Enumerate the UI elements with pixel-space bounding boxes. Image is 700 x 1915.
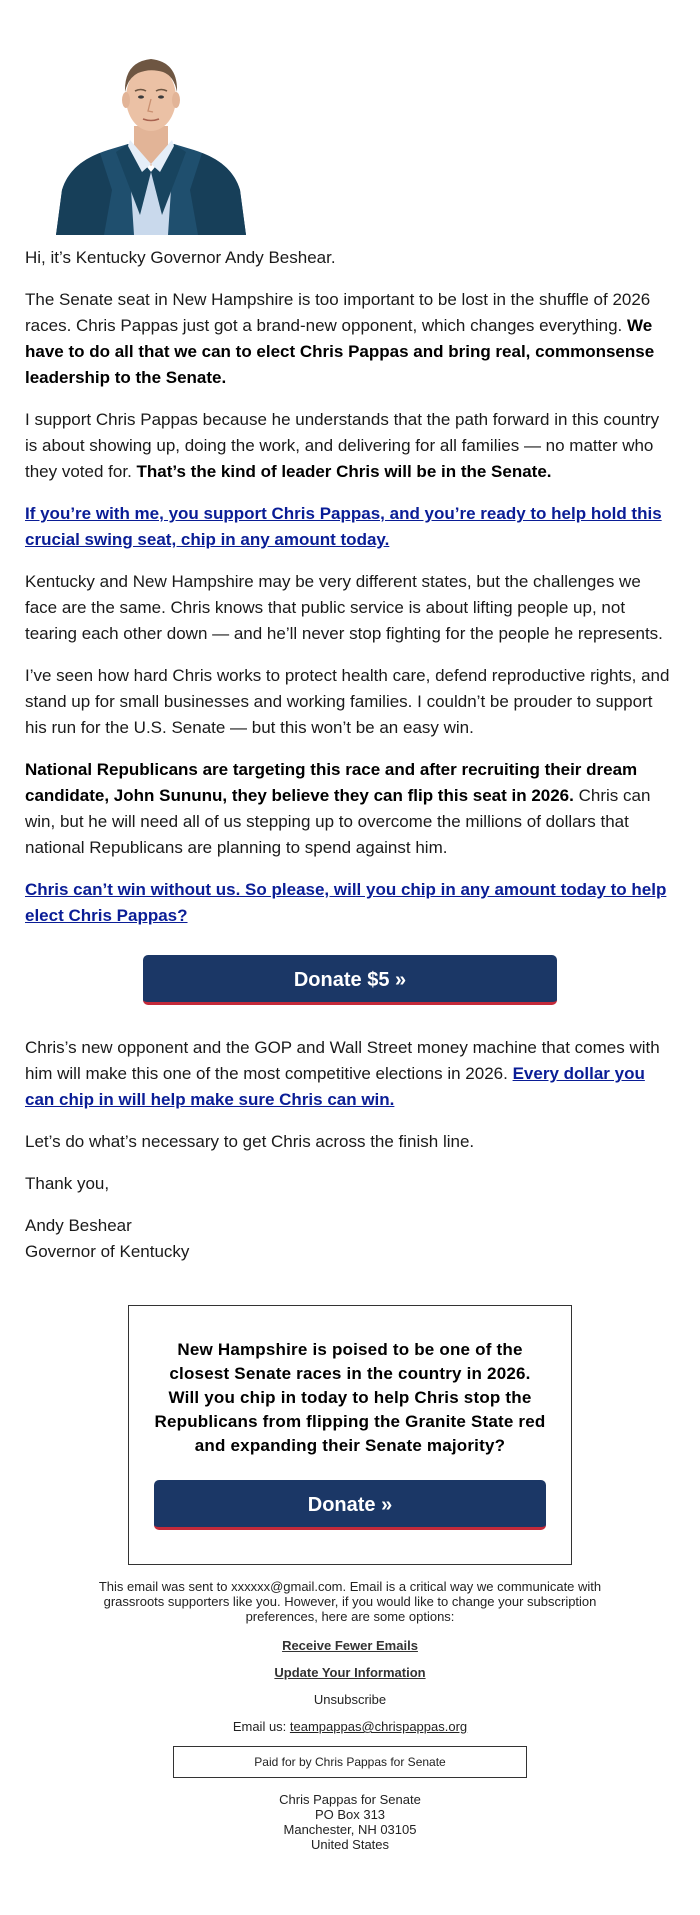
signature-name: Andy Beshear bbox=[25, 1216, 132, 1235]
paid-for-box bbox=[173, 1746, 527, 1778]
appeal-box-text: New Hampshire is poised to be one of the closest Senate races in the country in 2026. Will you chip in today to help Chris stop the Republicans from flipping the Granite State red and expanding their Senate majority? bbox=[154, 1340, 546, 1455]
footer-intro: This email was sent to xxxxxx@gmail.com. Email is a critical way we communicate with grassroots supporters like you. However, if you would like to change your subscription preferences, here are some options: bbox=[98, 1579, 602, 1624]
paragraph-5-text: Chris can win, but he will need all of us stepping up to overcome the millions of dollars that national Republicans are planning to spend against him. bbox=[25, 786, 651, 857]
address-line-3: Manchester, NH 03105 bbox=[283, 1822, 417, 1837]
paragraph-3 bbox=[25, 569, 675, 647]
chip-in-link-1[interactable]: If you’re with me, you support Chris Pappas, and you’re ready to help hold this crucial swing seat, chip in any amount today. bbox=[25, 504, 662, 549]
mailing-address bbox=[25, 1792, 675, 1852]
paragraph-3-text: Kentucky and New Hampshire may be very different states, but the challenges we face are the same. Chris knows that public service is about lifting people up, not tearing each other down — and he’ll never stop fighting for the people he represents. bbox=[25, 572, 663, 643]
greeting bbox=[25, 245, 675, 271]
chip-in-link-3[interactable]: Every dollar you can chip in will help make sure Chris can win. bbox=[25, 1064, 645, 1109]
paragraph-2-bold: That’s the kind of leader Chris will be in the Senate. bbox=[136, 462, 552, 481]
signature bbox=[25, 1213, 675, 1265]
paragraph-1-text: The Senate seat in New Hampshire is too important to be lost in the shuffle of 2026 races. Chris Pappas just got a brand-new opponent, which changes everything. bbox=[25, 290, 651, 335]
paragraph-5 bbox=[25, 757, 675, 861]
chip-in-link-2[interactable]: Chris can’t win without us. So please, will you chip in any amount today to help elect Chris Pappas? bbox=[25, 880, 667, 925]
paragraph-7-text: Let’s do what’s necessary to get Chris across the finish line. bbox=[25, 1132, 475, 1151]
address-line-1: Chris Pappas for Senate bbox=[279, 1792, 421, 1807]
cta-paragraph-1 bbox=[25, 501, 675, 553]
paragraph-4 bbox=[25, 663, 675, 741]
donate-5-row bbox=[25, 955, 675, 1005]
greeting-text: Hi, it’s Kentucky Governor Andy Beshear. bbox=[25, 248, 336, 267]
cta-paragraph-2 bbox=[25, 877, 675, 929]
donate-5-button[interactable]: Donate $5 » bbox=[143, 955, 557, 1005]
paragraph-1 bbox=[25, 287, 675, 391]
paragraph-8 bbox=[25, 1171, 675, 1197]
paragraph-7 bbox=[25, 1129, 675, 1155]
paragraph-4-text: I’ve seen how hard Chris works to protect health care, defend reproductive rights, and stand up for small businesses and working families. I couldn’t be prouder to support his run for the U.S. Senate — but this won’t be an easy win. bbox=[25, 666, 670, 737]
unsubscribe-link[interactable]: Unsubscribe bbox=[313, 1692, 387, 1707]
update-information-link[interactable]: Update Your Information bbox=[274, 1665, 426, 1680]
paragraph-2-text: I support Chris Pappas because he understands that the path forward in this country is about showing up, doing the work, and delivering for all families — no matter who they voted for. bbox=[25, 410, 660, 481]
paragraph-2 bbox=[25, 407, 675, 485]
portrait-image bbox=[50, 40, 252, 235]
footer bbox=[25, 1565, 675, 1852]
receive-fewer-emails-link[interactable]: Receive Fewer Emails bbox=[282, 1638, 418, 1653]
address-line-2: PO Box 313 bbox=[314, 1807, 386, 1822]
paid-for-text: Paid for by Chris Pappas for Senate bbox=[254, 1755, 446, 1769]
paragraph-1-bold: We have to do all that we can to elect Chris Pappas and bring real, commonsense leadership to the Senate. bbox=[25, 316, 655, 387]
paragraph-5-bold: National Republicans are targeting this race and after recruiting their dream candidate, John Sununu, they believe they can flip this seat in 2026. bbox=[25, 760, 638, 805]
footer-email-label: Email us: bbox=[232, 1719, 290, 1734]
footer-email-line bbox=[25, 1719, 675, 1734]
donate-button[interactable]: Donate » bbox=[154, 1480, 546, 1530]
signature-title: Governor of Kentucky bbox=[25, 1242, 190, 1261]
paragraph-6 bbox=[25, 1035, 675, 1113]
paragraph-6-text: Chris’s new opponent and the GOP and Wall Street money machine that comes with him will make this one of the most competitive elections in 2026. bbox=[25, 1038, 660, 1083]
appeal-box bbox=[128, 1305, 572, 1565]
address-line-4: United States bbox=[310, 1837, 390, 1852]
footer-email-link[interactable]: teampappas@chrispappas.org bbox=[289, 1719, 468, 1734]
thank-you-text: Thank you, bbox=[25, 1174, 110, 1193]
header-photo-area bbox=[25, 0, 675, 235]
